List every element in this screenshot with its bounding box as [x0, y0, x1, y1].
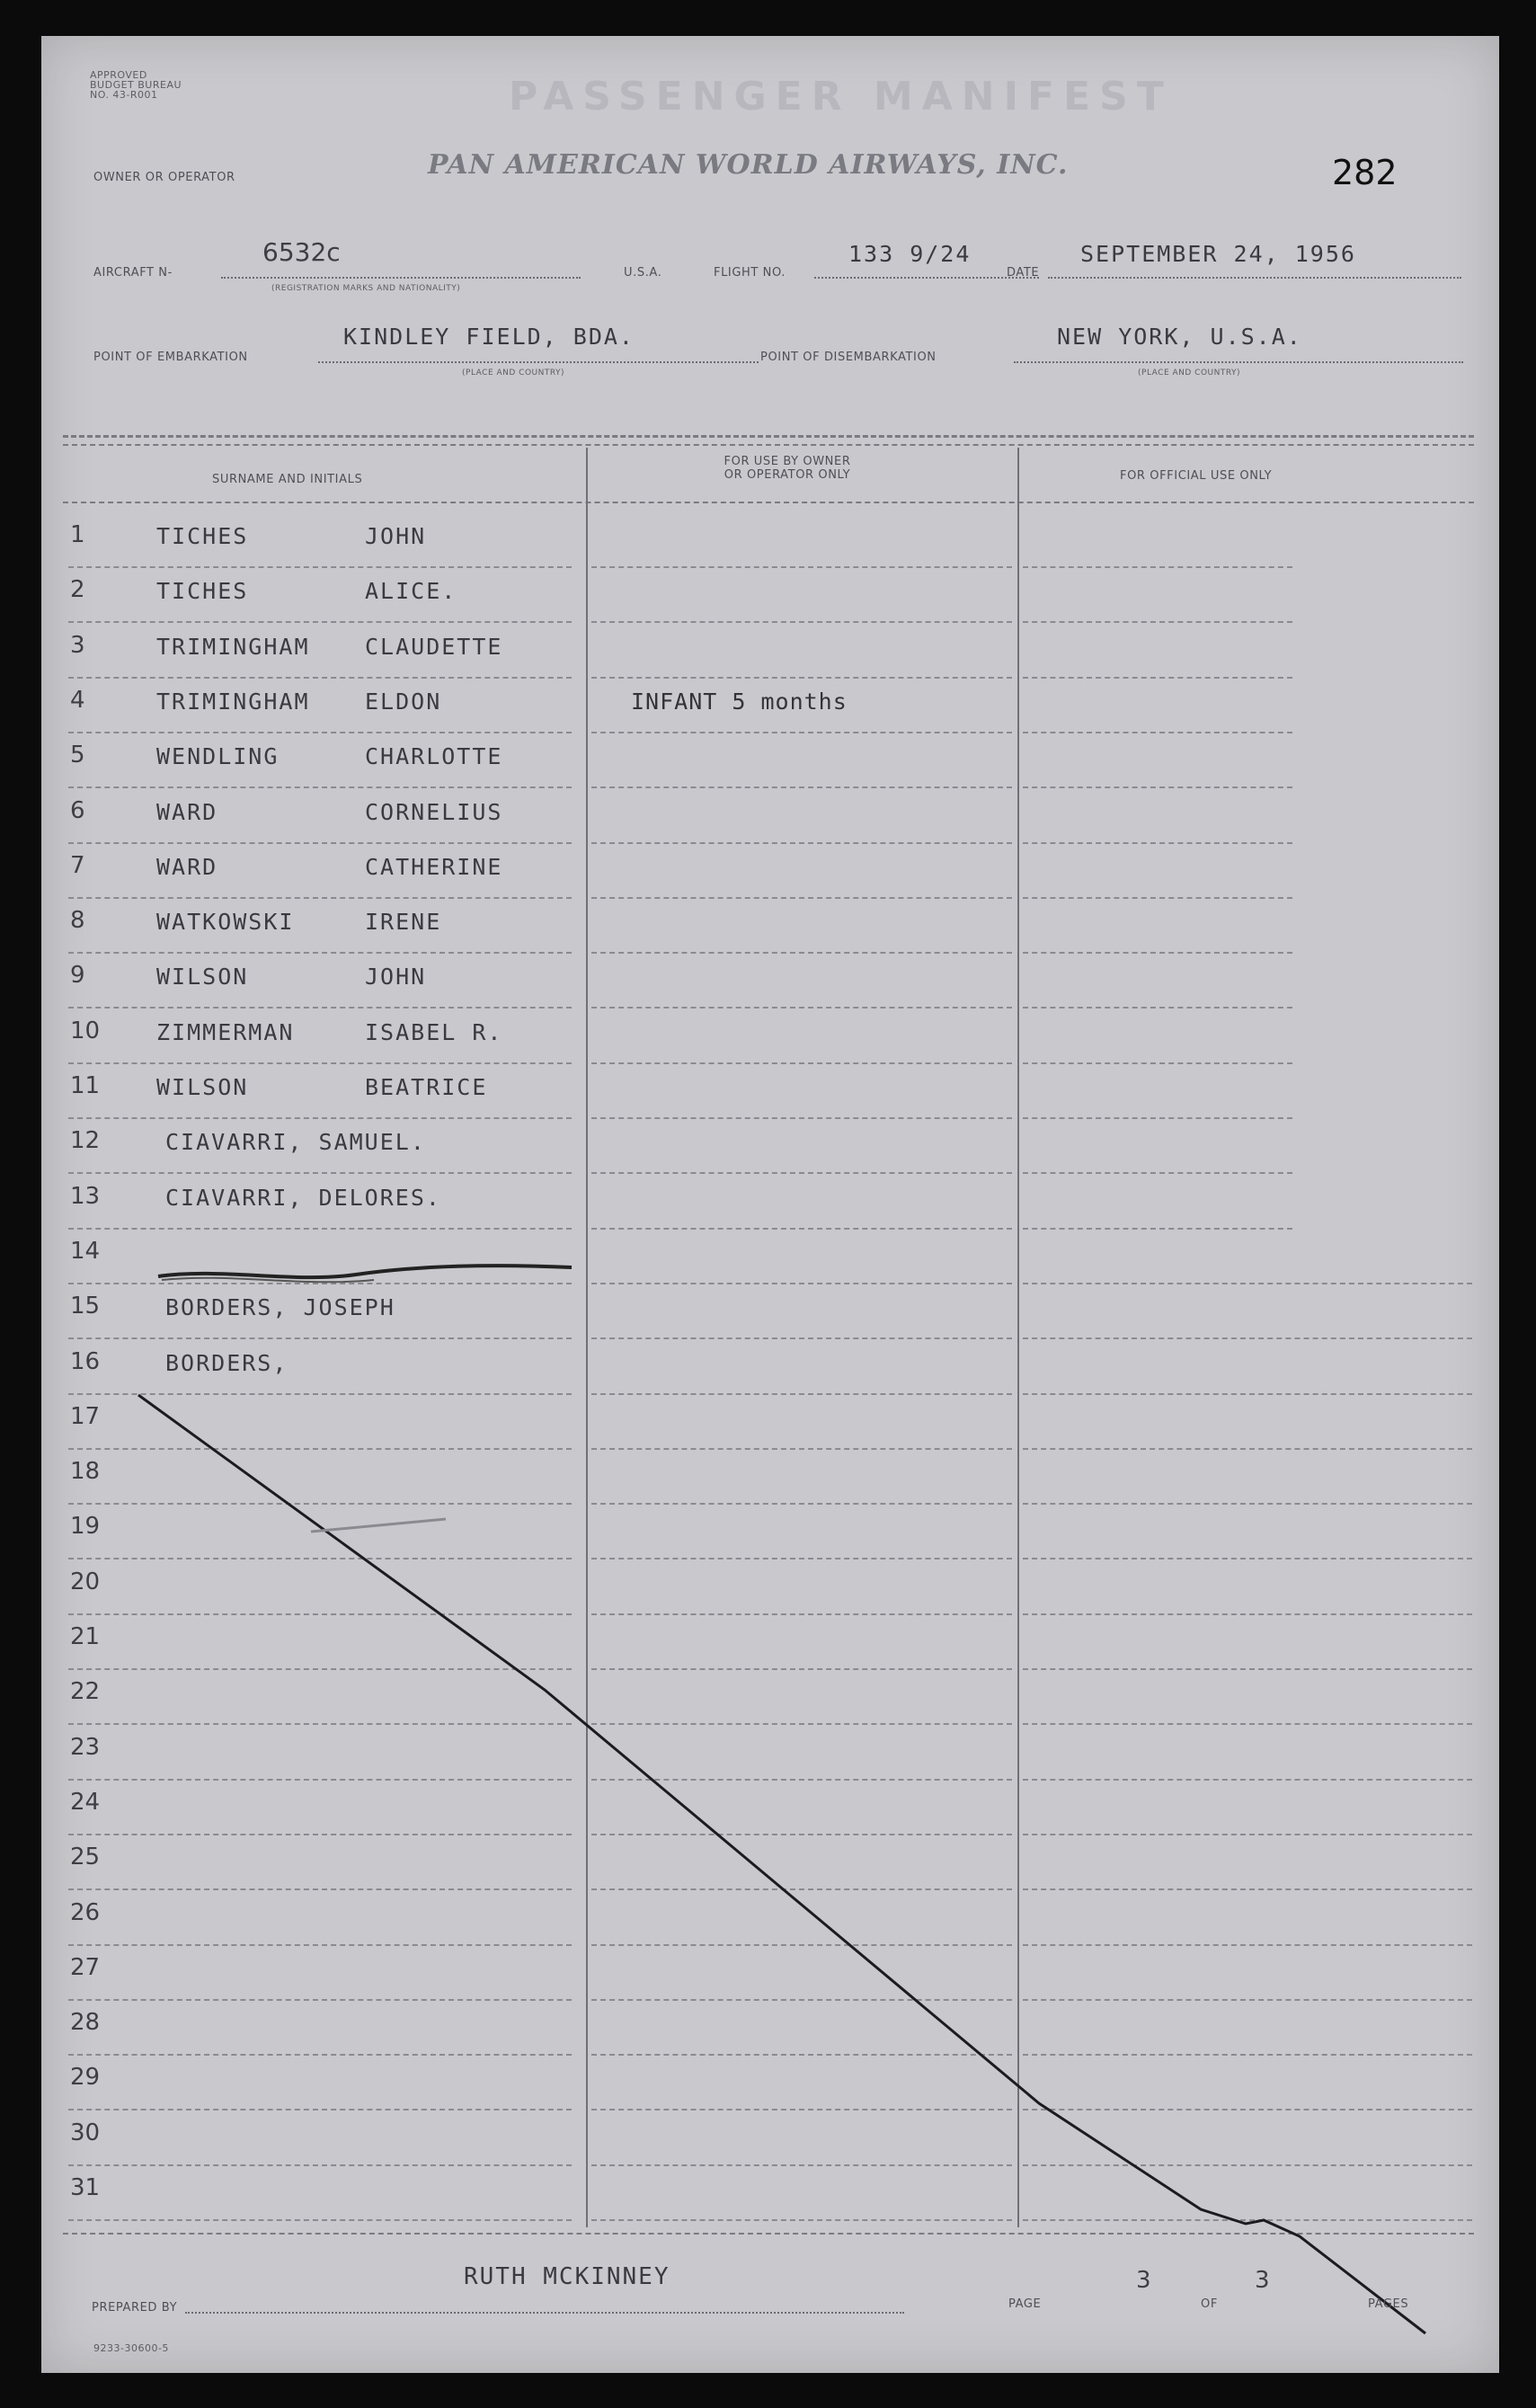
stamp-line: BUDGET BUREAU [90, 79, 182, 91]
embark-underline [318, 361, 759, 363]
row-rule [1023, 2219, 1472, 2221]
table-row [41, 2057, 1479, 2107]
row-number: 18 [70, 1458, 101, 1485]
form-code: 9233-30600-5 [93, 2342, 169, 2354]
flight-underline [814, 277, 1039, 279]
row-rule [68, 1668, 572, 1670]
row-rule [68, 1779, 572, 1781]
row-number: 3 [70, 632, 85, 659]
passenger-surname: CIAVARRI, SAMUEL. [165, 1129, 426, 1155]
passenger-surname: ZIMMERMAN [156, 1019, 295, 1045]
row-rule [591, 621, 1012, 623]
passenger-given-name: CLAUDETTE [365, 634, 503, 660]
row-rule [591, 1172, 1012, 1174]
row-rule [1023, 952, 1292, 954]
row-rule [68, 1999, 572, 2001]
row-number: 5 [70, 742, 85, 769]
operator-note: INFANT 5 months [631, 689, 848, 715]
row-rule [68, 952, 572, 954]
disembark-label: POINT OF DISEMBARKATION [760, 351, 937, 364]
passenger-given-name: CORNELIUS [365, 799, 503, 825]
row-rule [1023, 1613, 1472, 1615]
row-number: 27 [70, 1954, 101, 1981]
row-rule [68, 2219, 572, 2221]
table-row [41, 1341, 1479, 1391]
passenger-surname: TRIMINGHAM [156, 689, 310, 715]
row-rule [1023, 1723, 1472, 1725]
row-rule [591, 1393, 1012, 1395]
row-number: 29 [70, 2064, 101, 2091]
passenger-surname: BORDERS, JOSEPH [165, 1294, 395, 1320]
row-rule [1023, 1007, 1292, 1009]
row-rule [591, 2054, 1012, 2056]
passenger-surname: WARD [156, 854, 218, 880]
table-row [41, 1616, 1479, 1666]
passenger-surname: WILSON [156, 1074, 249, 1100]
disembark-value: NEW YORK, U.S.A. [1057, 324, 1302, 350]
table-row [41, 625, 1479, 675]
row-rule [1023, 1172, 1292, 1174]
row-number: 31 [70, 2174, 101, 2201]
row-rule [1023, 566, 1292, 568]
passenger-given-name: IRENE [365, 909, 442, 935]
row-number: 17 [70, 1403, 101, 1430]
col-operator-header [697, 455, 877, 482]
table-row [41, 680, 1479, 730]
flight-label: FLIGHT NO. [714, 266, 786, 280]
table-row [41, 1561, 1479, 1612]
row-rule [68, 1007, 572, 1009]
row-number: 6 [70, 797, 85, 824]
col-operator-header-line: OR OPERATOR ONLY [724, 468, 851, 482]
table-row [41, 1727, 1479, 1777]
prepared-underline [185, 2312, 904, 2314]
table-row [41, 569, 1479, 619]
row-rule [591, 897, 1012, 899]
passenger-given-name: JOHN [365, 523, 427, 549]
row-rule [68, 1117, 572, 1119]
table-row [41, 1120, 1479, 1170]
row-rule [591, 1117, 1012, 1119]
row-rule [591, 952, 1012, 954]
row-rule [1023, 1779, 1472, 1781]
passenger-given-name: ISABEL R. [365, 1019, 503, 1045]
row-number: 24 [70, 1789, 101, 1816]
row-rule [591, 1007, 1012, 1009]
row-rule [68, 1228, 572, 1230]
row-rule [1023, 842, 1292, 844]
row-rule [1023, 1337, 1472, 1339]
aircraft-value: 6532c [262, 237, 341, 267]
row-rule [1023, 621, 1292, 623]
row-rule [591, 677, 1012, 679]
row-rule [68, 1888, 572, 1890]
col-official-header: FOR OFFICIAL USE ONLY [1120, 469, 1273, 483]
row-rule [1023, 1888, 1472, 1890]
row-rule [68, 1172, 572, 1174]
row-number: 26 [70, 1899, 101, 1926]
row-number: 20 [70, 1568, 101, 1595]
row-rule [1023, 1668, 1472, 1670]
row-rule [68, 566, 572, 568]
table-row [41, 514, 1479, 564]
row-number: 19 [70, 1513, 101, 1540]
row-rule [591, 2219, 1012, 2221]
table-row [41, 2002, 1479, 2052]
owner-label: OWNER OR OPERATOR [93, 171, 235, 184]
table-row [41, 2112, 1479, 2163]
row-number: 1 [70, 521, 85, 548]
row-rule [591, 1448, 1012, 1450]
row-rule [1023, 1062, 1292, 1064]
row-rule [1023, 2109, 1472, 2110]
aircraft-sublabel: (REGISTRATION MARKS AND NATIONALITY) [271, 284, 461, 293]
row-rule [68, 842, 572, 844]
aircraft-label: AIRCRAFT N- [93, 266, 173, 280]
row-number: 4 [70, 687, 85, 714]
row-rule [1023, 1283, 1472, 1284]
col-surname-header: SURNAME AND INITIALS [212, 473, 363, 486]
row-rule [1023, 2164, 1472, 2166]
row-number: 28 [70, 2009, 101, 2036]
row-number: 16 [70, 1348, 101, 1375]
prepared-label: PREPARED BY [92, 2301, 178, 2315]
table-top-rule-2 [63, 444, 1474, 446]
passenger-given-name: BEATRICE [365, 1074, 488, 1100]
row-rule [68, 2054, 572, 2056]
row-number: 13 [70, 1183, 101, 1210]
row-number: 22 [70, 1678, 101, 1705]
row-rule [68, 1613, 572, 1615]
table-row [41, 1065, 1479, 1115]
embark-label: POINT OF EMBARKATION [93, 351, 248, 364]
table-row [41, 1396, 1479, 1446]
table-row [41, 1782, 1479, 1832]
passenger-surname: WENDLING [156, 743, 280, 769]
disembark-sublabel: (PLACE AND COUNTRY) [1138, 369, 1241, 378]
date-value: SEPTEMBER 24, 1956 [1080, 241, 1356, 267]
page-label: PAGE [1008, 2297, 1042, 2311]
row-rule [591, 1062, 1012, 1064]
date-underline [1048, 277, 1461, 279]
row-number: 14 [70, 1238, 101, 1265]
approval-stamp [90, 70, 182, 100]
row-rule [68, 2164, 572, 2166]
row-rule [68, 1723, 572, 1725]
row-number: 7 [70, 852, 85, 879]
passenger-surname: TRIMINGHAM [156, 634, 310, 660]
row-rule [1023, 1117, 1292, 1119]
row-rule [591, 1668, 1012, 1670]
row-rule [1023, 732, 1292, 733]
row-rule [1023, 1393, 1472, 1395]
row-rule [591, 732, 1012, 733]
row-rule [1023, 1944, 1472, 1946]
row-rule [68, 621, 572, 623]
row-rule [68, 732, 572, 733]
row-number: 8 [70, 907, 85, 934]
row-number: 11 [70, 1072, 101, 1099]
row-rule [591, 1834, 1012, 1835]
row-rule [591, 1888, 1012, 1890]
embark-sublabel: (PLACE AND COUNTRY) [462, 369, 565, 378]
usa-label: U.S.A. [624, 266, 662, 280]
passenger-surname: TICHES [156, 578, 249, 604]
row-rule [1023, 1448, 1472, 1450]
table-row [41, 845, 1479, 895]
row-number: 12 [70, 1127, 101, 1154]
row-rule [68, 1337, 572, 1339]
row-rule [68, 1558, 572, 1559]
table-row [41, 1836, 1479, 1887]
col-operator-header-line: FOR USE BY OWNER [724, 455, 851, 468]
row-rule [591, 566, 1012, 568]
passenger-given-name: ELDON [365, 689, 442, 715]
table-row [41, 2167, 1479, 2217]
row-rule [591, 786, 1012, 788]
of-label: OF [1201, 2297, 1218, 2311]
passenger-given-name: ALICE. [365, 578, 457, 604]
passenger-surname: BORDERS, [165, 1350, 289, 1376]
date-label: DATE [1007, 266, 1040, 280]
row-number: 23 [70, 1734, 101, 1761]
row-rule [68, 1944, 572, 1946]
row-rule [591, 1503, 1012, 1505]
row-rule [1023, 1228, 1292, 1230]
passenger-given-name: CHARLOTTE [365, 743, 503, 769]
row-rule [591, 1944, 1012, 1946]
table-row [41, 955, 1479, 1005]
page-number: 282 [1332, 153, 1398, 192]
row-rule [68, 1834, 572, 1835]
row-rule [1023, 1503, 1472, 1505]
row-rule [68, 786, 572, 788]
table-row [41, 734, 1479, 785]
row-rule [68, 1448, 572, 1450]
passenger-given-name: JOHN [365, 964, 427, 990]
row-rule [591, 2164, 1012, 2166]
disembark-underline [1014, 361, 1463, 363]
of-value: 3 [1255, 2267, 1270, 2294]
row-rule [68, 1393, 572, 1395]
row-number: 25 [70, 1844, 101, 1870]
row-rule [591, 1283, 1012, 1284]
manifest-sheet [41, 36, 1499, 2373]
row-rule [68, 1062, 572, 1064]
row-rule [1023, 1999, 1472, 2001]
row-rule [591, 1613, 1012, 1615]
passenger-surname: TICHES [156, 523, 249, 549]
table-row [41, 900, 1479, 950]
row-number: 10 [70, 1017, 101, 1044]
manifest-title: PASSENGER MANIFEST [509, 74, 1173, 120]
table-row [41, 1892, 1479, 1942]
row-rule [591, 1558, 1012, 1559]
row-rule [591, 2109, 1012, 2110]
embark-value: KINDLEY FIELD, BDA. [343, 324, 635, 350]
table-row [41, 790, 1479, 840]
row-number: 30 [70, 2119, 101, 2146]
table-row [41, 1176, 1479, 1226]
table-row [41, 1010, 1479, 1061]
row-rule [591, 1779, 1012, 1781]
row-rule [1023, 786, 1292, 788]
passenger-surname: WARD [156, 799, 218, 825]
table-bottom-rule [63, 2233, 1474, 2235]
preparer-name: RUTH MCKINNEY [464, 2263, 670, 2290]
row-rule [1023, 897, 1292, 899]
table-row [41, 1947, 1479, 1997]
table-header-rule [63, 502, 1474, 503]
row-rule [68, 677, 572, 679]
row-rule [591, 1723, 1012, 1725]
row-rule [1023, 1558, 1472, 1559]
table-row [41, 1671, 1479, 1721]
stamp-line: NO. 43-R001 [90, 89, 158, 101]
row-rule [591, 1337, 1012, 1339]
row-rule [1023, 677, 1292, 679]
table-row [41, 1506, 1479, 1556]
row-14-strike [149, 1240, 581, 1294]
row-number: 21 [70, 1623, 101, 1650]
row-rule [591, 842, 1012, 844]
row-number: 2 [70, 576, 85, 603]
row-rule [1023, 1834, 1472, 1835]
aircraft-underline [221, 277, 581, 279]
row-rule [68, 2109, 572, 2110]
owner-value: PAN AMERICAN WORLD AIRWAYS, INC. [428, 149, 1069, 181]
table-row [41, 1451, 1479, 1501]
passenger-surname: CIAVARRI, DELORES. [165, 1185, 441, 1211]
page-value: 3 [1136, 2267, 1151, 2294]
table-top-rule [63, 435, 1474, 438]
row-rule [68, 897, 572, 899]
pages-label: PAGES [1368, 2297, 1409, 2311]
row-rule [68, 1503, 572, 1505]
passenger-surname: WILSON [156, 964, 249, 990]
row-number: 15 [70, 1293, 101, 1320]
row-rule [1023, 2054, 1472, 2056]
passenger-surname: WATKOWSKI [156, 909, 295, 935]
stamp-line: APPROVED [90, 69, 147, 81]
row-rule [591, 1999, 1012, 2001]
row-rule [591, 1228, 1012, 1230]
flight-value: 133 9/24 [848, 241, 972, 267]
row-number: 9 [70, 962, 85, 989]
passenger-given-name: CATHERINE [365, 854, 503, 880]
